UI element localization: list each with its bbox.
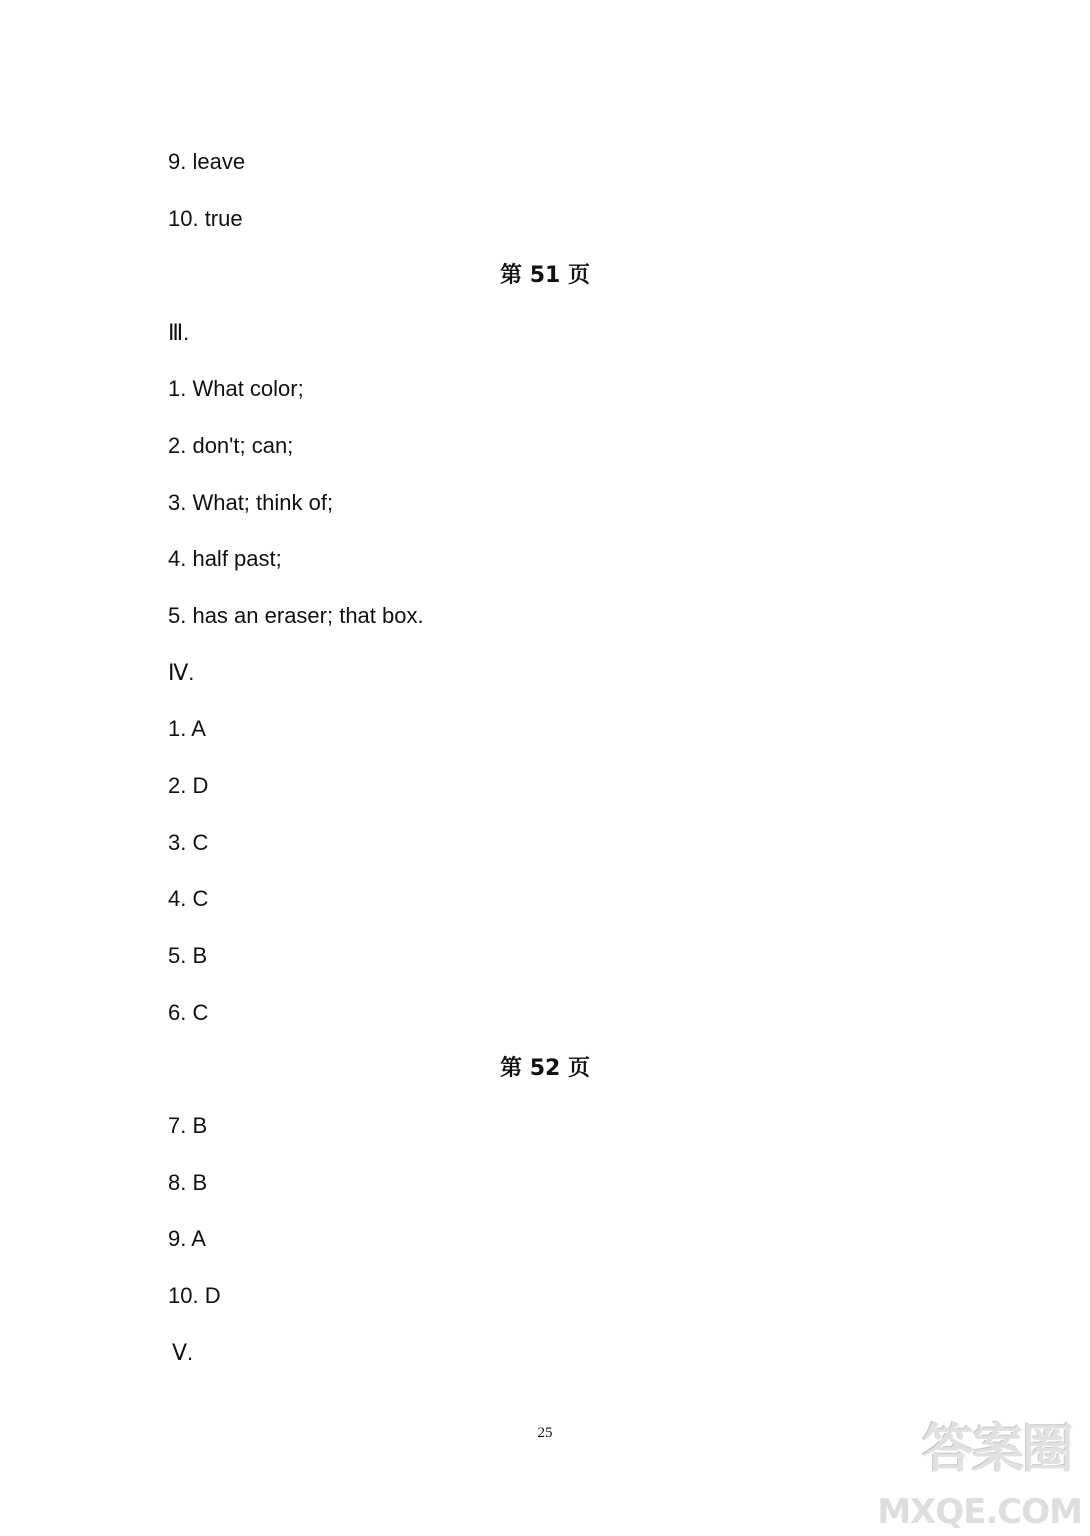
section-roman-numeral: Ⅴ. (172, 1340, 194, 1365)
answer-line: 6. C (168, 1000, 209, 1025)
answer-line: 9. A (168, 1226, 206, 1251)
answer-line: 3. C (168, 830, 209, 855)
answer-line: 3. What; think of; (168, 490, 334, 515)
section-heading: 第 51 页 (500, 263, 590, 288)
answer-line: 2. don't; can; (168, 433, 294, 458)
answer-line: 10. D (168, 1283, 221, 1308)
answer-line: 7. B (168, 1113, 208, 1138)
answer-line: 1. A (168, 716, 206, 741)
answer-line: 9. leave (168, 149, 246, 174)
answer-line: 10. true (168, 206, 243, 231)
answer-line: 4. C (168, 886, 209, 911)
answer-line: 8. B (168, 1170, 208, 1195)
answer-line: 2. D (168, 773, 209, 798)
watermark-logo-text: 答案圈 (921, 1420, 1072, 1480)
watermark-logo (877, 1420, 1082, 1532)
section-roman-numeral: Ⅲ. (168, 320, 190, 345)
answer-line: 4. half past; (168, 546, 282, 571)
section-roman-numeral: Ⅳ. (168, 660, 195, 685)
page-number: 25 (537, 1425, 553, 1441)
answer-line: 5. has an eraser; that box. (168, 603, 424, 628)
watermark-logo-url: MXQE.COM (877, 1492, 1082, 1532)
section-heading: 第 52 页 (500, 1056, 590, 1081)
answer-line: 5. B (168, 943, 208, 968)
answer-line: 1. What color; (168, 376, 304, 401)
